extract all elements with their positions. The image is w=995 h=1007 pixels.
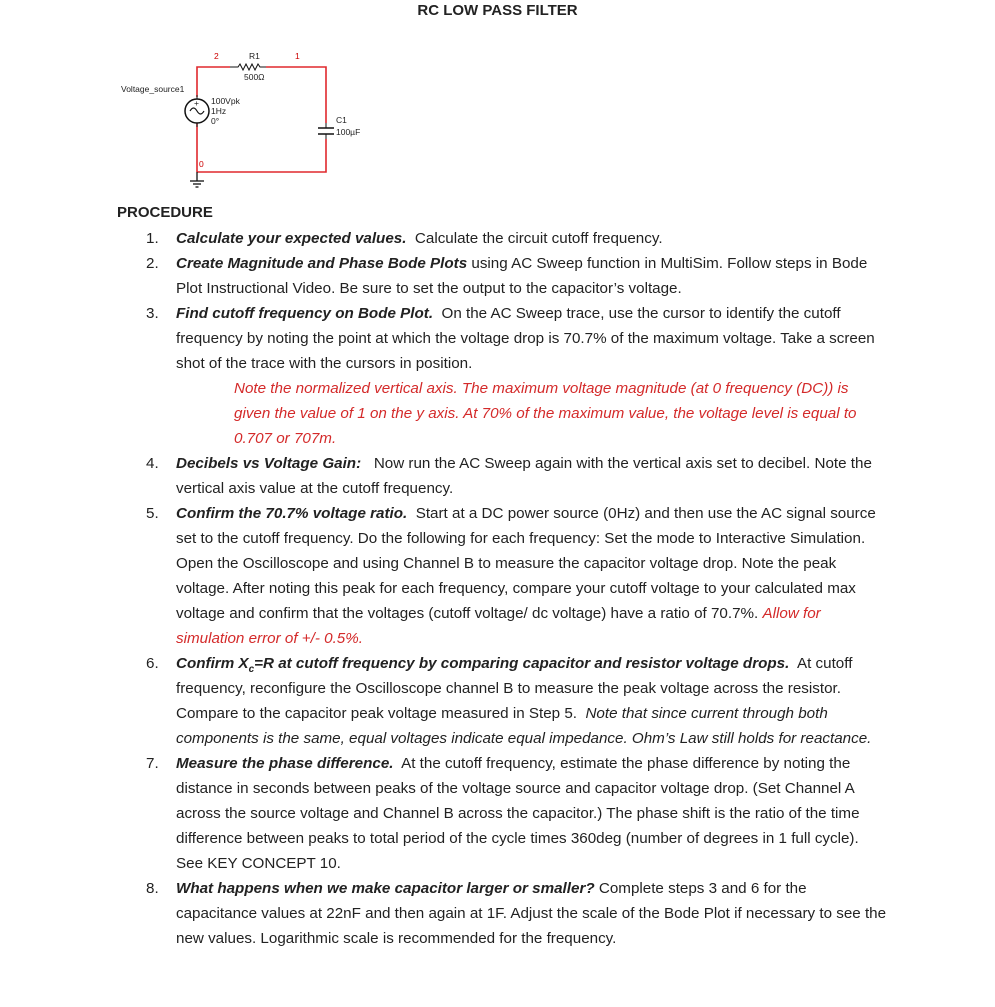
step-lead <box>176 655 790 676</box>
step-number: 8. <box>146 880 159 897</box>
capacitor-symbol <box>318 123 334 139</box>
step-text: Complete steps 3 and 6 for the capacitance values at 22nF and then again at 1F. Adjust the scale of the Bode Plot if necessary to see the new values. Logarithmic scale is recommended for the frequency. <box>176 880 887 947</box>
step-3 <box>117 301 887 451</box>
step-error-note: Allow for simulation error of +/- 0.5%. <box>176 605 821 647</box>
step-text: using AC Sweep function in MultiSim. Follow steps in Bode Plot Instructional Video. Be sure to set the output to the capacitor’s voltage. <box>176 255 868 297</box>
step-lead: Create Magnitude and Phase Bode Plots <box>176 255 468 272</box>
step-5 <box>117 501 887 651</box>
step-4 <box>117 451 887 501</box>
node-1-label: 1 <box>295 51 300 61</box>
step-2 <box>117 251 887 301</box>
step-1 <box>117 226 887 251</box>
capacitor-name-label: C1 <box>336 115 347 125</box>
node-2-label: 2 <box>214 51 219 61</box>
wire-top-right <box>266 67 326 123</box>
step-number: 1. <box>146 230 159 247</box>
step-number: 7. <box>146 755 159 772</box>
ac-source-symbol <box>185 95 209 127</box>
step-lead: Calculate your expected values. <box>176 230 407 247</box>
resistor-symbol <box>230 64 266 70</box>
node-0-label: 0 <box>199 159 204 169</box>
procedure-heading: PROCEDURE <box>117 204 213 221</box>
source-amplitude-label: 100Vpk <box>211 96 240 106</box>
page-title: RC LOW PASS FILTER <box>417 2 578 19</box>
step-text: At cutoff frequency, reconfigure the Oscilloscope channel B to measure the peak voltage across the resistor. Compare to the capacitor peak voltage measured in Step 5. <box>176 655 853 722</box>
wire-right-lower <box>197 139 326 172</box>
step-note: Note the normalized vertical axis. The maximum voltage magnitude (at 0 frequency (DC)) is given the value of 1 on the y axis. At 70% of the maximum value, the voltage level is equal to 0.707 or 707m. <box>234 380 857 447</box>
step-number: 3. <box>146 305 159 322</box>
wire-top-left <box>197 67 230 97</box>
step-text: On the AC Sweep trace, use the cursor to identify the cutoff frequency by noting the point at which the voltage drop is 70.7% of the maximum voltage. Take a screen shot of the trace with the cursors in position. <box>176 305 875 372</box>
step-8 <box>117 876 887 951</box>
circuit-schematic <box>0 0 400 200</box>
step-lead-part-a: Confirm X <box>176 655 249 672</box>
source-frequency-label: 1Hz <box>211 106 227 116</box>
resistor-name-label: R1 <box>249 51 260 61</box>
step-number: 6. <box>146 655 159 672</box>
resistor-value-label: 500Ω <box>244 72 265 82</box>
source-phase-label: 0° <box>211 116 220 126</box>
step-lead-part-b: =R at cutoff frequency by comparing capacitor and resistor voltage drops. <box>254 655 790 672</box>
step-number: 4. <box>146 455 159 472</box>
step-text: Now run the AC Sweep again with the vertical axis set to decibel. Note the vertical axis value at the cutoff frequency. <box>176 455 872 497</box>
step-lead: Measure the phase difference. <box>176 755 394 772</box>
step-text: Start at a DC power source (0Hz) and then use the AC signal source set to the cutoff frequency. Do the following for each frequency: Set the mode to Interactive Simulation. Open the Oscilloscope and using Channel B to measure the capacitor voltage drop. Note the peak voltage. After noting this peak for each frequency, compare your cutoff voltage to your calculated max voltage and confirm that the voltages (cutoff voltage/ dc voltage) have a ratio of 70.7%. <box>176 505 876 622</box>
step-lead: Decibels vs Voltage Gain: <box>176 455 362 472</box>
procedure-steps <box>117 226 887 951</box>
step-number: 5. <box>146 505 159 522</box>
step-text: Calculate the circuit cutoff frequency. <box>414 230 663 247</box>
step-6 <box>117 651 887 751</box>
step-text: At the cutoff frequency, estimate the phase difference by noting the distance in seconds between peaks of the voltage source and capacitor voltage drop. (Set Channel A across the source voltage and Channel B across the capacitor.) The phase shift is the ratio of the time difference between peaks to total period of the cycle times 360deg (number of degrees in 1 full cycle). See KEY CONCEPT 10. <box>176 755 860 872</box>
step-lead: Confirm the 70.7% voltage ratio. <box>176 505 408 522</box>
ground-symbol <box>190 172 204 187</box>
capacitor-value-label: 100µF <box>336 127 361 137</box>
svg-text:+: + <box>194 98 199 108</box>
step-lead: What happens when we make capacitor larger or smaller? <box>176 880 595 897</box>
step-7 <box>117 751 887 876</box>
step-lead-subscript: c <box>248 664 255 676</box>
step-italic-note: Note that since current through both components is the same, equal voltages indicate equal impedance. Ohm’s Law still holds for reactance. <box>176 705 872 747</box>
step-lead: Find cutoff frequency on Bode Plot. <box>176 305 434 322</box>
step-number: 2. <box>146 255 159 272</box>
source-name-label: Voltage_source1 <box>121 84 185 94</box>
